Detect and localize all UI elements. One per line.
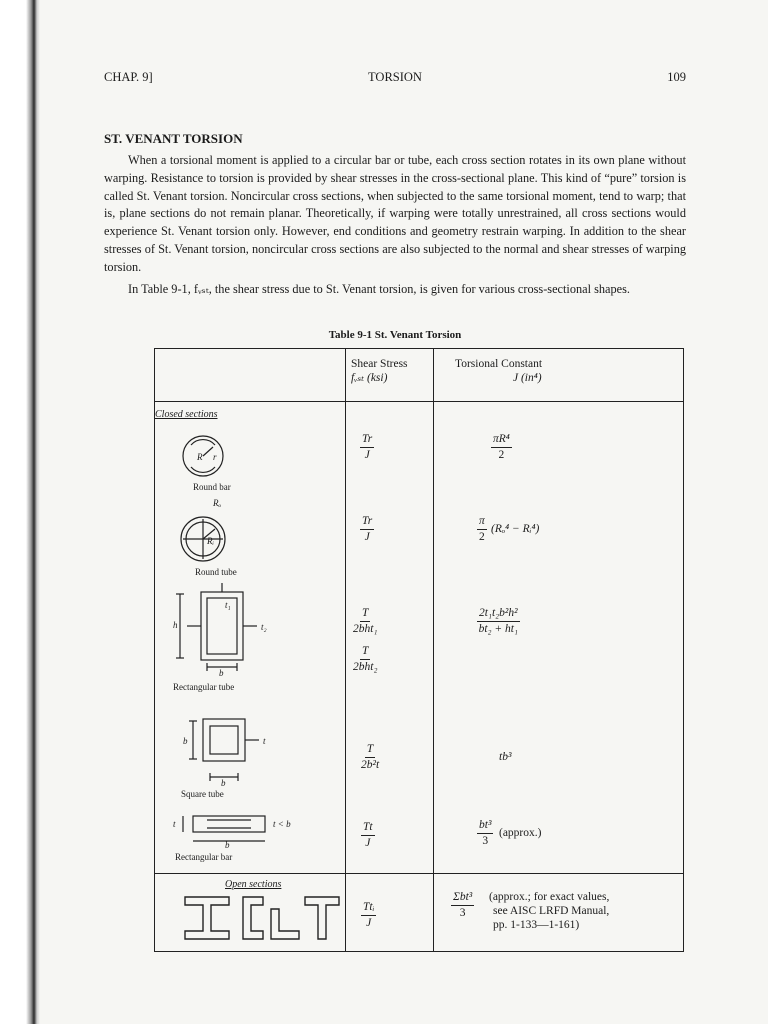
- column-divider: [433, 349, 434, 951]
- constant-open-sections: Σbt³ 3: [453, 891, 473, 919]
- chapter-title: TORSION: [368, 70, 422, 84]
- stress-square-tube: $\frac{T}{\text{2b²t}}$: [361, 743, 380, 771]
- dim-label-t: t: [263, 736, 266, 746]
- rectangular-tube-label: Rectangular tube: [173, 682, 235, 692]
- open-sections-label: Open sections: [225, 879, 282, 890]
- rectangular-bar-label: Rectangular bar: [175, 852, 233, 862]
- page-number: 109: [667, 70, 686, 84]
- rectangular-bar-diagram: [183, 816, 265, 841]
- stress-round-bar: $\frac{Tr}{J}$: [362, 433, 373, 461]
- cross-section-diagrams: [155, 349, 345, 949]
- stress-rect-bar: $\frac{Tt}{J}$: [363, 821, 373, 849]
- constant-square-tube: tb³: [499, 751, 512, 763]
- stress-open-sections: Ttᵢ J: [363, 901, 375, 929]
- dim-label-b: b: [183, 736, 188, 746]
- constant-rect-bar-note: (approx.): [499, 827, 542, 839]
- constant-round-tube-term: (Rₒ⁴ − Rᵢ⁴): [491, 523, 540, 535]
- stress-round-tube: $\frac{Tr}{J}$: [362, 515, 373, 543]
- section-title: ST. VENANT TORSION: [104, 131, 243, 146]
- dim-label-Ro: Rₒ: [213, 498, 222, 508]
- torsion-table: [154, 348, 684, 952]
- dim-label-b: b: [219, 668, 224, 678]
- constant-open-sections-note-3: pp. 1-133—1-161): [493, 919, 580, 931]
- page-binding-edge: [0, 0, 40, 1024]
- round-bar-diagram: [183, 436, 223, 476]
- dim-label-Ri: Rᵢ: [207, 536, 214, 546]
- square-tube-diagram: [189, 719, 259, 781]
- dim-label-R: R: [197, 452, 203, 462]
- constant-rect-tube: $\frac{\text{2t₁t₂b²h²}}{\text{bt₂ + ht₁}}$: [478, 607, 518, 635]
- chapter-label: CHAP. 9]: [104, 70, 153, 84]
- rectangular-tube-diagram: [176, 583, 257, 671]
- paragraph-2: In Table 9-1, fᵥₛₜ, the shear stress due to St. Venant torsion, is given for various cross-sectional shapes.: [128, 282, 630, 296]
- round-bar-label: Round bar: [193, 482, 231, 492]
- square-tube-label: Square tube: [181, 789, 224, 799]
- stress-rect-tube-2: T 2bht₂: [353, 645, 378, 673]
- constant-rect-bar: $\frac{\text{bt³}}{3}$: [479, 819, 492, 847]
- closed-sections-label: Closed sections: [155, 409, 218, 420]
- dim-label-t: t: [173, 819, 176, 829]
- column-header-shear-stress: Shear Stress fᵥₛₜ (ksi): [351, 358, 408, 384]
- dim-label-r: r: [213, 452, 217, 462]
- paragraph-1: When a torsional moment is applied to a circular bar or tube, each cross section rotates in its own plane without warping. Resistance to torsion is provided by shear stresses in the cross-sectional plane. This kind of “pure” torsion is called St. Venant torsion. Noncircular cross sections, when subjected to the same torsional moment, tend to warp; that is, plane sections do not remain planar. Theoretically, if warping were totally unrestrained, all cross sections would experience St. Venant torsion only. However, end conditions and geometry restrain warping. In addition to the shear stresses of St. Venant torsion, noncircular cross sections are also subjected to the normal and shear stresses of warping torsion.: [104, 153, 686, 274]
- dim-label-b: b: [225, 840, 230, 850]
- dim-label-t-lt-b: t < b: [273, 819, 291, 829]
- constant-open-sections-note-1: (approx.; for exact values,: [489, 891, 610, 903]
- constant-round-tube-factor: $\frac{\pi}{2}$: [479, 515, 485, 543]
- constant-round-bar: $\frac{\text{πR⁴}}{2}$: [493, 433, 510, 461]
- round-tube-label: Round tube: [195, 567, 237, 577]
- round-tube-diagram: [181, 517, 225, 561]
- table-caption: Table 9-1 St. Venant Torsion: [328, 329, 462, 341]
- dim-label-h: h: [173, 620, 178, 630]
- dim-label-t2: t₂: [261, 622, 267, 632]
- constant-open-sections-note-2: see AISC LRFD Manual,: [493, 905, 610, 917]
- stress-rect-tube-1: T 2bht₁: [353, 607, 378, 635]
- dim-label-t1: t₁: [225, 600, 231, 610]
- open-sections-diagram: [185, 897, 339, 939]
- dim-label-b: b: [221, 778, 226, 788]
- column-divider: [345, 349, 346, 951]
- column-header-torsional-constant: Torsional Constant J (in⁴): [455, 358, 543, 384]
